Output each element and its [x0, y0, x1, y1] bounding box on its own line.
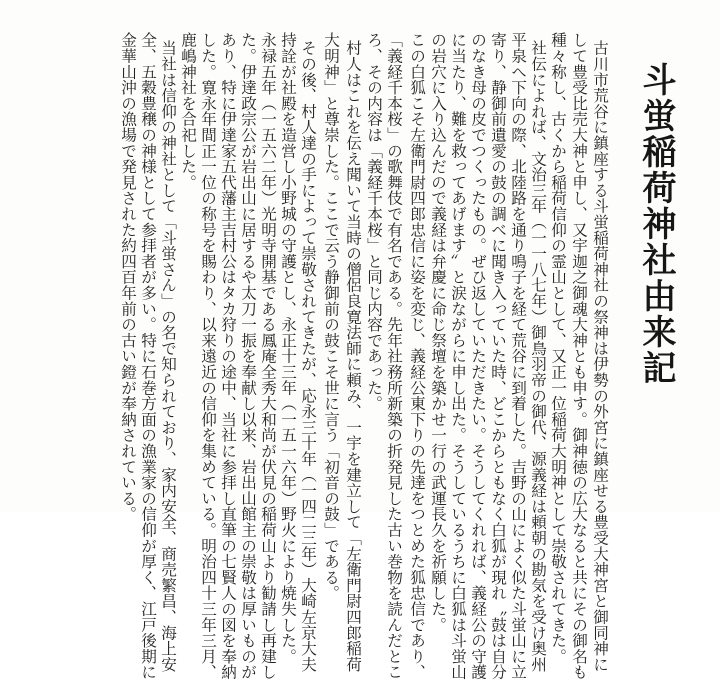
text-column: あり、特に伊達家五代藩主吉村公はタカ狩りの途中、当社に参拝し直筆の七賢人の図を奉納 — [219, 32, 237, 680]
text-column: の岩穴に入り込んだので義経は弁慶に命じ祭壇を築かせ一行の武運長久を祈願した。 — [429, 32, 447, 633]
document-title: 斗蛍稲荷神社由来記 — [636, 62, 676, 386]
text-column: ろ、その内容は「義経千本桜」と同じ内容であった。 — [365, 32, 383, 412]
text-column: 永禄五年（一五六二年）光明寺開基である鳳庵全秀大和尚が伏見の稲荷山より勧請し再建し — [259, 32, 277, 680]
text-column: 村人はこれを伝え聞いて当時の僧侶良寛法師に頼み、一宇を建立して「左衛門尉四郎稲荷 — [344, 40, 362, 672]
text-column: 全、五穀豊穣の神様として参拝者が多い。特に石巻方面の漁業家の信仰が厚く、江戸後期に — [139, 32, 157, 680]
text-column: に当たり、難を救ってあげます〟と涙ながらに申し出た。そうしているうちに白狐は斗蛍山 — [449, 32, 467, 680]
text-column: 鹿嶋神社を合祀した。 — [179, 32, 197, 190]
text-column: この白狐こそ左衛門尉四郎忠信に姿を変じ、義経公東下りの先達をつとめた狐忠信であり、 — [408, 32, 426, 680]
text-column: 持詮が社殿を造営し小野城の守護とし、永正十三年（一五一六年）野火により焼失した。 — [279, 32, 297, 664]
text-column: した。寛永年間正一位の称号を賜わり、以来遠近の信仰を集めている。明治四十三年三月、 — [199, 32, 217, 680]
text-column: 平泉へ下向の際、北陸路を通り鳴子を経て荒谷に到着した。吉野の山によく似た斗蛍山に立 — [509, 32, 527, 680]
text-column: 金華山沖の漁場で発見された約四百年前の古い鐙が奉納されている。 — [119, 32, 137, 522]
text-column: 当社は信仰の神社として「斗蛍さん」の名で知られており、家内安全、商売繁昌、海上安 — [159, 40, 177, 672]
text-column: 社伝によれば、文治三年（一一八七年）御鳥羽帝の御代、源義経は頼朝の勘気を受け奥州 — [529, 40, 547, 672]
text-column: 大明神」と尊崇した。ここで云う静御前の鼓こそ世に言う「初音の鼓」である。 — [322, 32, 340, 601]
text-column: 古川市荒谷に鎮座する斗蛍稲荷神社の祭神は伊勢の外宮に鎮座せる豊受大神宮と御同神に — [591, 40, 609, 672]
text-column: た。伊達政宗公が岩出山に居するや太刀一振を奉献し以来、岩出山館主の崇敬は厚いものが — [239, 32, 257, 680]
text-column: のなき母の皮でつくったもの。ぜひ返していただきたい。そうしてくれれば、義経公の守護 — [469, 32, 487, 680]
text-column: 「義経千本桜」の歌舞伎で有名である。先年社務所新築の折発見した古い巻物を読んだとこ — [385, 32, 403, 680]
text-column: 寄り、静御前遺愛の鼓の調べに聞き入っていた時、どこからともなく白狐が現れ〝鼓は自分 — [489, 32, 507, 680]
text-column: 種々称し、古くから稲荷信仰の霊山として、又正一位稲荷大明神として崇敬されてきた。 — [549, 32, 567, 664]
text-column: して豊受比売大神と申し、又宇迦之御魂大神とも申す。御神徳の広大なると共にその御名も — [570, 32, 588, 680]
text-column: その後、村人達の手によって崇敬されてきたが、応永三十年（一四二三年）大崎左京大夫 — [299, 40, 317, 672]
